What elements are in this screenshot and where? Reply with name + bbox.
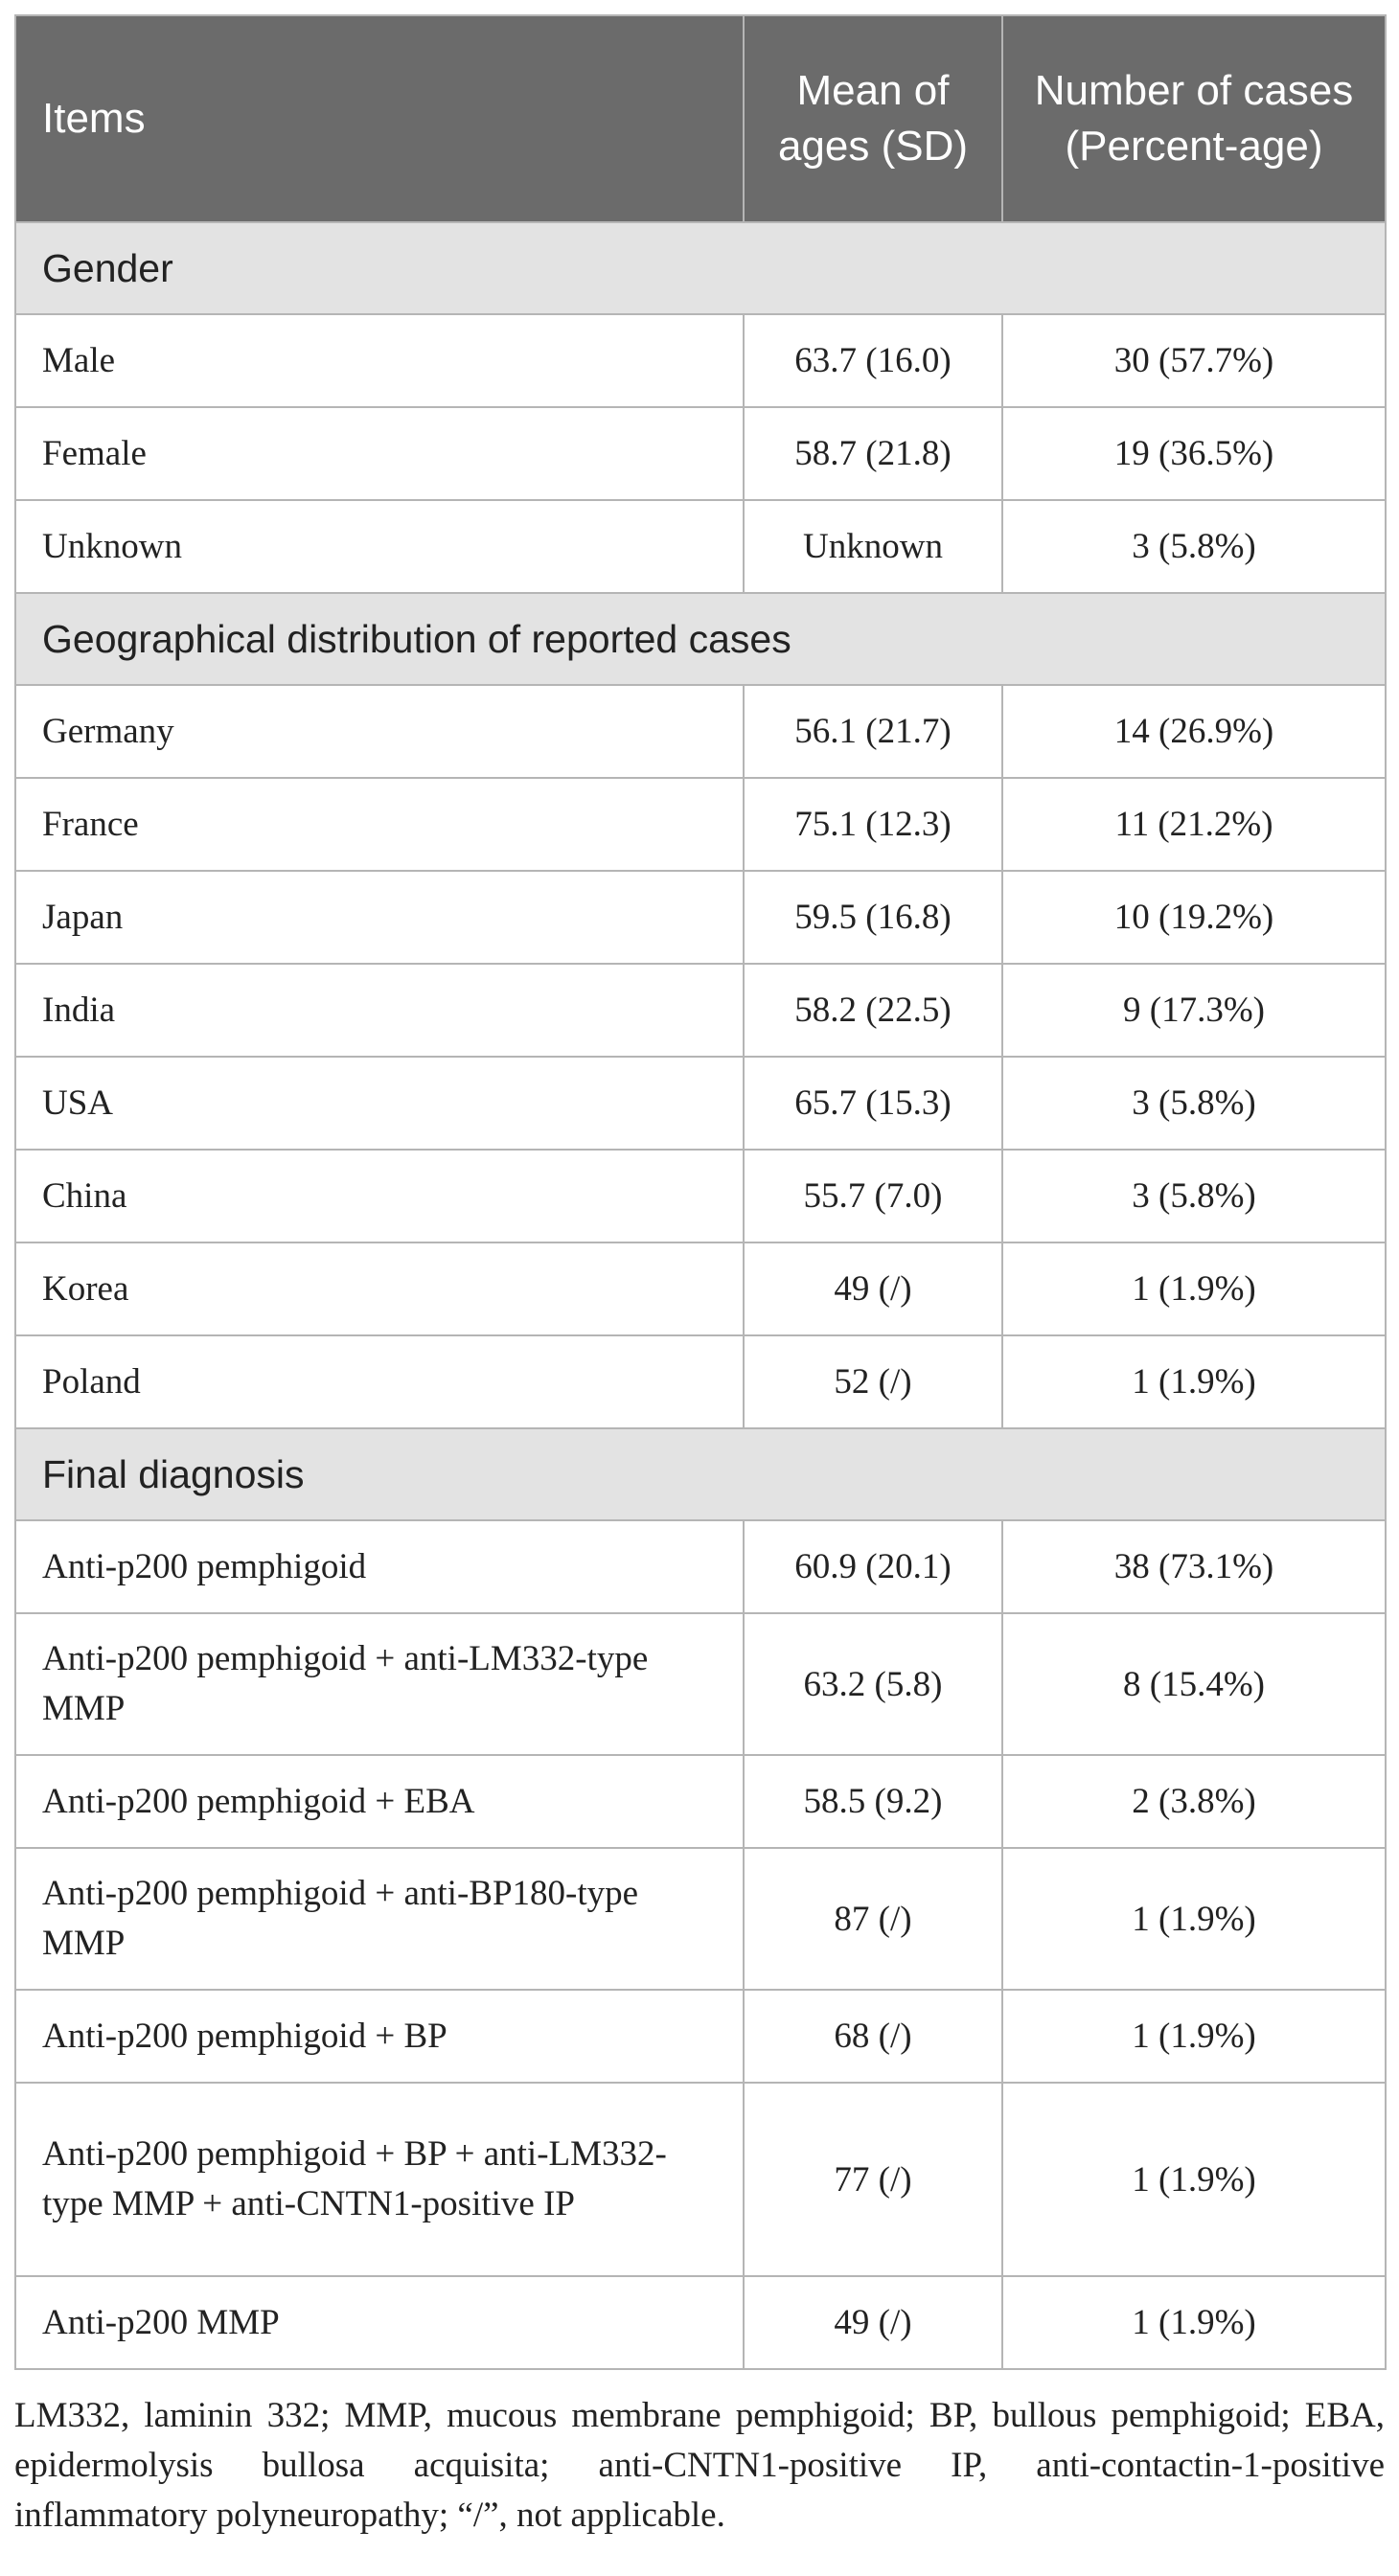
row-mean: 63.2 (5.8): [744, 1613, 1002, 1755]
row-cases: 14 (26.9%): [1002, 685, 1386, 778]
table-row: [15, 1613, 1386, 1755]
row-cases: 2 (3.8%): [1002, 1755, 1386, 1848]
row-mean: Unknown: [744, 500, 1002, 593]
row-cases: 11 (21.2%): [1002, 778, 1386, 871]
row-cases: 1 (1.9%): [1002, 1335, 1386, 1428]
table-row: [15, 1755, 1386, 1848]
row-item: Japan: [15, 871, 744, 964]
header-row: [15, 15, 1386, 222]
row-mean: 49 (/): [744, 2276, 1002, 2369]
row-item: Anti-p200 pemphigoid + anti-BP180-type MMP: [15, 1848, 744, 1990]
row-mean: 58.5 (9.2): [744, 1755, 1002, 1848]
table-row: [15, 778, 1386, 871]
section-row-final-diagnosis: [15, 1428, 1386, 1520]
row-cases: 3 (5.8%): [1002, 1150, 1386, 1242]
row-item: France: [15, 778, 744, 871]
row-item: Anti-p200 MMP: [15, 2276, 744, 2369]
table-row: [15, 2276, 1386, 2369]
table-row: [15, 2083, 1386, 2276]
row-item: India: [15, 964, 744, 1057]
row-cases: 1 (1.9%): [1002, 1242, 1386, 1335]
table-row: [15, 1335, 1386, 1428]
section-row-geography: [15, 593, 1386, 685]
section-row-gender: [15, 222, 1386, 314]
header-items: Items: [15, 15, 744, 222]
row-item: Unknown: [15, 500, 744, 593]
section-title: Final diagnosis: [15, 1428, 1386, 1520]
row-cases: 9 (17.3%): [1002, 964, 1386, 1057]
row-item: Anti-p200 pemphigoid: [15, 1520, 744, 1613]
row-mean: 58.7 (21.8): [744, 407, 1002, 500]
row-cases: 19 (36.5%): [1002, 407, 1386, 500]
row-item: Germany: [15, 685, 744, 778]
row-item: USA: [15, 1057, 744, 1150]
row-mean: 65.7 (15.3): [744, 1057, 1002, 1150]
section-title: Geographical distribution of reported cases: [15, 593, 1386, 685]
row-mean: 77 (/): [744, 2083, 1002, 2276]
table-row: [15, 1848, 1386, 1990]
row-cases: 8 (15.4%): [1002, 1613, 1386, 1755]
row-item: China: [15, 1150, 744, 1242]
table-row: [15, 1242, 1386, 1335]
table-row: [15, 1520, 1386, 1613]
row-cases: 1 (1.9%): [1002, 1848, 1386, 1990]
row-mean: 60.9 (20.1): [744, 1520, 1002, 1613]
row-item: Anti-p200 pemphigoid + BP: [15, 1990, 744, 2083]
row-cases: 1 (1.9%): [1002, 2276, 1386, 2369]
row-mean: 59.5 (16.8): [744, 871, 1002, 964]
row-mean: 68 (/): [744, 1990, 1002, 2083]
row-mean: 52 (/): [744, 1335, 1002, 1428]
row-mean: 49 (/): [744, 1242, 1002, 1335]
row-item: Poland: [15, 1335, 744, 1428]
header-mean-age: Mean of ages (SD): [744, 15, 1002, 222]
row-mean: 56.1 (21.7): [744, 685, 1002, 778]
row-cases: 3 (5.8%): [1002, 1057, 1386, 1150]
table-row: [15, 1057, 1386, 1150]
row-mean: 75.1 (12.3): [744, 778, 1002, 871]
table-row: [15, 314, 1386, 407]
section-title: Gender: [15, 222, 1386, 314]
row-cases: 3 (5.8%): [1002, 500, 1386, 593]
row-mean: 55.7 (7.0): [744, 1150, 1002, 1242]
row-item: Male: [15, 314, 744, 407]
table-row: [15, 871, 1386, 964]
row-item: Anti-p200 pemphigoid + EBA: [15, 1755, 744, 1848]
table-row: [15, 685, 1386, 778]
table-row: [15, 964, 1386, 1057]
table-row: [15, 1990, 1386, 2083]
row-cases: 1 (1.9%): [1002, 2083, 1386, 2276]
row-cases: 10 (19.2%): [1002, 871, 1386, 964]
row-item: Anti-p200 pemphigoid + BP + anti-LM332-type MMP + anti-CNTN1-positive IP: [15, 2083, 744, 2276]
row-mean: 58.2 (22.5): [744, 964, 1002, 1057]
data-table: [14, 14, 1387, 2370]
row-mean: 63.7 (16.0): [744, 314, 1002, 407]
row-mean: 87 (/): [744, 1848, 1002, 1990]
row-cases: 30 (57.7%): [1002, 314, 1386, 407]
row-item: Anti-p200 pemphigoid + anti-LM332-type MMP: [15, 1613, 744, 1755]
row-item: Female: [15, 407, 744, 500]
header-num-cases: Number of cases (Percent-age): [1002, 15, 1386, 222]
row-cases: 1 (1.9%): [1002, 1990, 1386, 2083]
table-container: [14, 14, 1385, 2576]
row-cases: 38 (73.1%): [1002, 1520, 1386, 1613]
table-row: [15, 407, 1386, 500]
table-footnote: LM332, laminin 332; MMP, mucous membrane pemphigoid; BP, bullous pemphigoid; EBA, epidermolysis bullosa acquisita; anti-CNTN1-positive IP, anti-contactin-1-positive inflammatory polyneuropathy; “/”, not applicable.: [14, 2396, 1385, 2535]
table-row: [15, 1150, 1386, 1242]
row-item: Korea: [15, 1242, 744, 1335]
table-row: [15, 500, 1386, 593]
